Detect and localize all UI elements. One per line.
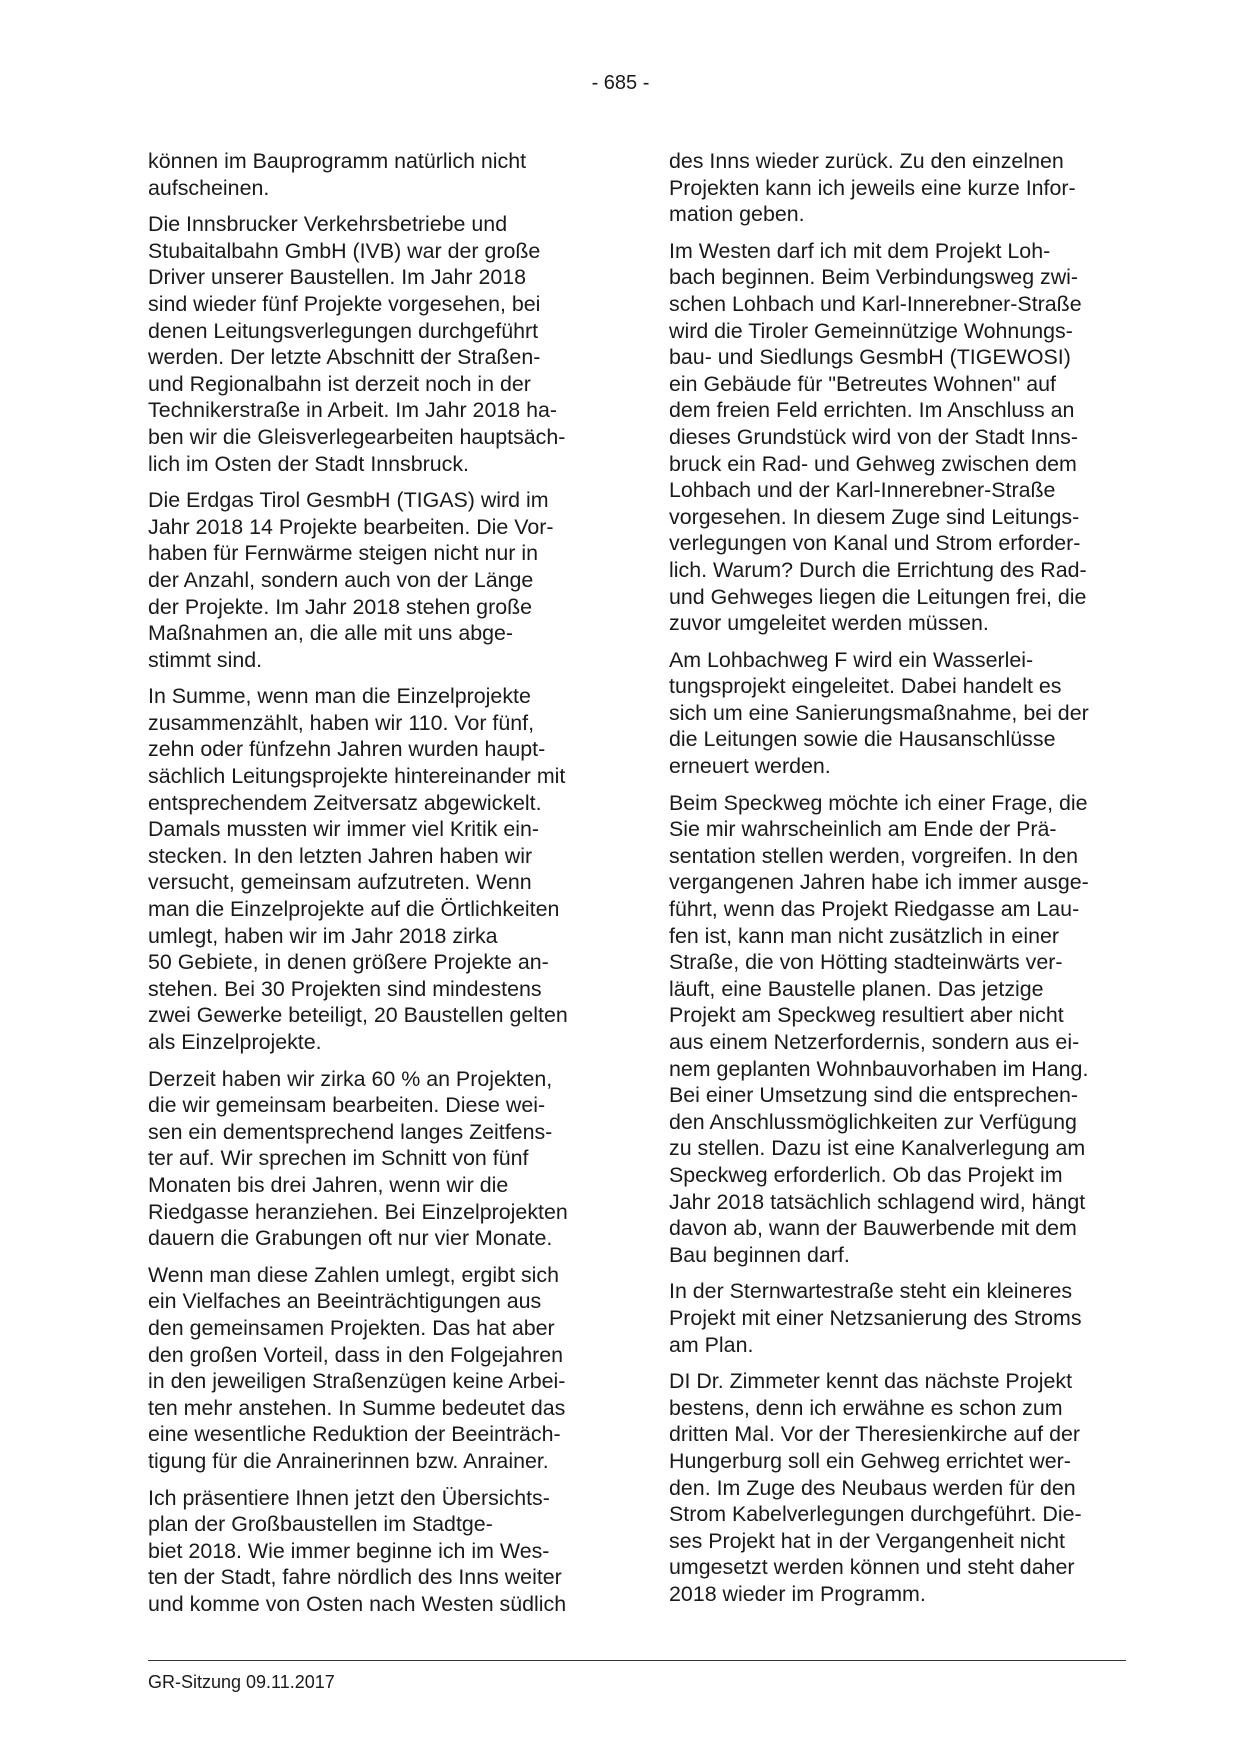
text-line: stimmt sind.: [148, 647, 263, 672]
text-line: als Einzelprojekte.: [148, 1030, 322, 1054]
text-line: Derzeit haben wir zirka 60 % an Projekten,: [148, 1066, 553, 1091]
paragraph: [148, 1262, 600, 1475]
text-line: aufscheinen.: [148, 175, 270, 200]
text-line: Driver unserer Baustellen. Im Jahr 2018: [148, 265, 527, 290]
text-line: können im Bauprogramm natürlich nicht: [148, 149, 527, 173]
paragraph: [669, 647, 1121, 780]
paragraph: [669, 790, 1121, 1269]
text-line: sächlich Leitungsprojekte hintereinander mit: [148, 764, 566, 789]
text-line: Sie mir wahrscheinlich am Ende der Prä-: [669, 817, 1057, 842]
text-line: ten der Stadt, fahre nördlich des Inns weiter: [148, 1565, 562, 1590]
text-line: vorgesehen. In diesem Zuge sind Leitungs-: [669, 504, 1080, 529]
text-line: Im Westen darf ich mit dem Projekt Loh-: [669, 238, 1051, 263]
text-line: Wenn man diese Zahlen umlegt, ergibt sich: [148, 1262, 559, 1287]
text-line: versucht, gemeinsam aufzutreten. Wenn: [148, 870, 532, 895]
text-line: Technikerstraße in Arbeit. Im Jahr 2018 ha-: [148, 398, 557, 423]
text-line: Straße, die von Hötting stadteinwärts ver-: [669, 950, 1063, 975]
text-line: dem freien Feld errichten. Im Anschluss an: [669, 398, 1075, 423]
paragraph: [669, 1368, 1121, 1607]
text-line: dauern die Grabungen oft nur vier Monate.: [148, 1226, 553, 1251]
text-line: bruck ein Rad- und Gehweg zwischen dem: [669, 451, 1077, 476]
text-line: Hungerburg soll ein Gehweg errichtet wer-: [669, 1448, 1071, 1473]
text-line: Ich präsentiere Ihnen jetzt den Übersichts-: [148, 1485, 550, 1510]
text-line: Monaten bis drei Jahren, wenn wir die: [148, 1172, 509, 1197]
text-line: 2018 wieder im Programm.: [669, 1581, 926, 1606]
text-line: Strom Kabelverlegungen durchgeführt. Die-: [669, 1502, 1082, 1527]
text-line: davon ab, wann der Bauwerbende mit dem: [669, 1216, 1077, 1241]
text-line: zu stellen. Dazu ist eine Kanalverlegung am: [669, 1136, 1086, 1161]
footer-divider: [148, 1660, 1126, 1661]
paragraph: [148, 211, 600, 477]
text-line: Beim Speckweg möchte ich einer Frage, die: [669, 790, 1088, 815]
text-line: aus einem Netzerfordernis, sondern aus ei-: [669, 1030, 1080, 1054]
text-line: schen Lohbach und Karl-Innerebner-Straße: [669, 291, 1082, 316]
text-line: am Plan.: [669, 1332, 754, 1357]
paragraph: [148, 148, 600, 201]
paragraph: [669, 238, 1121, 637]
paragraph: [669, 148, 1121, 228]
text-line: Lohbach und der Karl-Innerebner-Straße: [669, 478, 1056, 503]
text-line: DI Dr. Zimmeter kennt das nächste Projekt: [669, 1369, 1073, 1394]
paragraph: [148, 683, 600, 1055]
text-line: sich um eine Sanierungsmaßnahme, bei der: [669, 700, 1089, 725]
text-line: zwei Gewerke beteiligt, 20 Baustellen gelten: [148, 1003, 568, 1028]
text-line: ein Vielfaches an Beeinträchtigungen aus: [148, 1289, 542, 1314]
text-line: fen ist, kann man nicht zusätzlich in einer: [669, 923, 1059, 948]
text-line: Damals mussten wir immer viel Kritik ein-: [148, 817, 540, 842]
text-line: tungsprojekt eingeleitet. Dabei handelt es: [669, 674, 1062, 699]
text-line: sind wieder fünf Projekte vorgesehen, bei: [148, 291, 541, 316]
text-line: sen ein dementsprechend langes Zeitfens-: [148, 1119, 553, 1144]
text-line: Bau beginnen darf.: [669, 1242, 850, 1267]
text-line: Am Lohbachweg F wird ein Wasserlei-: [669, 647, 1034, 672]
text-line: erneuert werden.: [669, 754, 831, 779]
left-column: [148, 148, 600, 1627]
text-line: stehen. Bei 30 Projekten sind mindestens: [148, 976, 542, 1001]
text-line: die Leitungen sowie die Hausanschlüsse: [669, 727, 1056, 752]
footer-session-date: GR-Sitzung 09.11.2017: [148, 1672, 335, 1692]
text-line: mation geben.: [669, 202, 805, 227]
text-line: haben für Fernwärme steigen nicht nur in: [148, 541, 538, 566]
text-line: läuft, eine Baustelle planen. Das jetzige: [669, 976, 1044, 1001]
text-line: vergangenen Jahren habe ich immer ausge-: [669, 870, 1089, 895]
text-line: tigung für die Anrainerinnen bzw. Anrainer.: [148, 1448, 549, 1473]
text-line: Die Innsbrucker Verkehrsbetriebe und: [148, 212, 508, 237]
text-line: Maßnahmen an, die alle mit uns abge-: [148, 621, 514, 646]
paragraph: [148, 487, 600, 673]
text-line: In der Sternwartestraße steht ein kleineres: [669, 1279, 1073, 1304]
text-line: bach beginnen. Beim Verbindungsweg zwi-: [669, 265, 1079, 290]
text-line: führt, wenn das Projekt Riedgasse am Lau-: [669, 897, 1080, 922]
text-line: nem geplanten Wohnbauvorhaben im Hang.: [669, 1056, 1089, 1081]
paragraph: [148, 1485, 600, 1618]
text-line: Projekt mit einer Netzsanierung des Stroms: [669, 1305, 1082, 1330]
paragraph: [669, 1278, 1121, 1358]
text-line: den. Im Zuge des Neubaus werden für den: [669, 1475, 1076, 1500]
text-line: lich im Osten der Stadt Innsbruck.: [148, 451, 469, 476]
text-line: dritten Mal. Vor der Theresienkirche auf der: [669, 1422, 1080, 1447]
text-line: der Projekte. Im Jahr 2018 stehen große: [148, 594, 533, 619]
text-line: zehn oder fünfzehn Jahren wurden haupt-: [148, 737, 546, 762]
right-column: [669, 148, 1121, 1617]
text-line: verlegungen von Kanal und Strom erforder-: [669, 531, 1081, 556]
page-number: - 685 -: [591, 72, 650, 94]
text-line: die wir gemeinsam bearbeiten. Diese wei-: [148, 1093, 546, 1118]
text-line: In Summe, wenn man die Einzelprojekte: [148, 684, 531, 709]
text-line: ten mehr anstehen. In Summe bedeutet das: [148, 1395, 566, 1420]
text-line: Projekten kann ich jeweils eine kurze Infor-: [669, 175, 1076, 200]
text-line: zusammenzählt, haben wir 110. Vor fünf,: [148, 710, 535, 735]
text-line: wird die Tiroler Gemeinnützige Wohnungs-: [669, 318, 1073, 343]
text-line: zuvor umgeleitet werden müssen.: [669, 611, 989, 636]
text-line: Projekt am Speckweg resultiert aber nicht: [669, 1003, 1064, 1028]
text-line: Stubaitalbahn GmbH (IVB) war der große: [148, 238, 541, 263]
text-line: eine wesentliche Reduktion der Beeinträch-: [148, 1422, 561, 1447]
text-line: ter auf. Wir sprechen im Schnitt von fünf: [148, 1146, 529, 1171]
text-line: und komme von Osten nach Westen südlich: [148, 1591, 567, 1616]
text-line: Jahr 2018 14 Projekte bearbeiten. Die Vor-: [148, 514, 554, 539]
text-line: biet 2018. Wie immer beginne ich im Wes-: [148, 1538, 550, 1563]
text-line: umgesetzt werden können und steht daher: [669, 1555, 1075, 1580]
text-line: und Gehweges liegen die Leitungen frei, die: [669, 584, 1087, 609]
text-line: lich. Warum? Durch die Errichtung des Rad-: [669, 557, 1087, 582]
text-line: Riedgasse heranziehen. Bei Einzelprojekten: [148, 1199, 568, 1224]
text-line: stecken. In den letzten Jahren haben wir: [148, 843, 533, 868]
text-line: plan der Großbaustellen im Stadtge-: [148, 1512, 493, 1537]
text-line: bau- und Siedlungs GesmbH (TIGEWOSI): [669, 345, 1071, 370]
text-line: 50 Gebiete, in denen größere Projekte an-: [148, 950, 549, 975]
text-line: entsprechendem Zeitversatz abgewickelt.: [148, 790, 542, 815]
text-line: den gemeinsamen Projekten. Das hat aber: [148, 1315, 555, 1340]
text-line: in den jeweiligen Straßenzügen keine Arbei-: [148, 1369, 566, 1394]
text-line: Bei einer Umsetzung sind die entsprechen-: [669, 1083, 1079, 1108]
text-line: und Regionalbahn ist derzeit noch in der: [148, 371, 531, 396]
text-line: man die Einzelprojekte auf die Örtlichkeiten: [148, 897, 560, 922]
paragraph: [148, 1066, 600, 1252]
text-line: dieses Grundstück wird von der Stadt Inns-: [669, 424, 1078, 449]
text-line: sentation stellen werden, vorgreifen. In den: [669, 843, 1079, 868]
text-line: werden. Der letzte Abschnitt der Straßen-: [148, 345, 541, 370]
text-line: Speckweg erforderlich. Ob das Projekt im: [669, 1162, 1063, 1187]
text-line: denen Leitungsverlegungen durchgeführt: [148, 318, 539, 343]
text-line: ben wir die Gleisverlegearbeiten hauptsäch-: [148, 424, 566, 449]
text-line: umlegt, haben wir im Jahr 2018 zirka: [148, 923, 498, 948]
text-line: den Anschlussmöglichkeiten zur Verfügung: [669, 1109, 1077, 1134]
text-line: der Anzahl, sondern auch von der Länge: [148, 567, 534, 592]
text-line: ein Gebäude für "Betreutes Wohnen" auf: [669, 371, 1057, 396]
text-line: den großen Vorteil, dass in den Folgejahren: [148, 1342, 564, 1367]
text-line: Jahr 2018 tatsächlich schlagend wird, hängt: [669, 1189, 1086, 1214]
text-line: Die Erdgas Tirol GesmbH (TIGAS) wird im: [148, 488, 549, 513]
text-line: ses Projekt hat in der Vergangenheit nicht: [669, 1528, 1065, 1553]
text-line: bestens, denn ich erwähne es schon zum: [669, 1395, 1063, 1420]
text-line: des Inns wieder zurück. Zu den einzelnen: [669, 149, 1064, 173]
